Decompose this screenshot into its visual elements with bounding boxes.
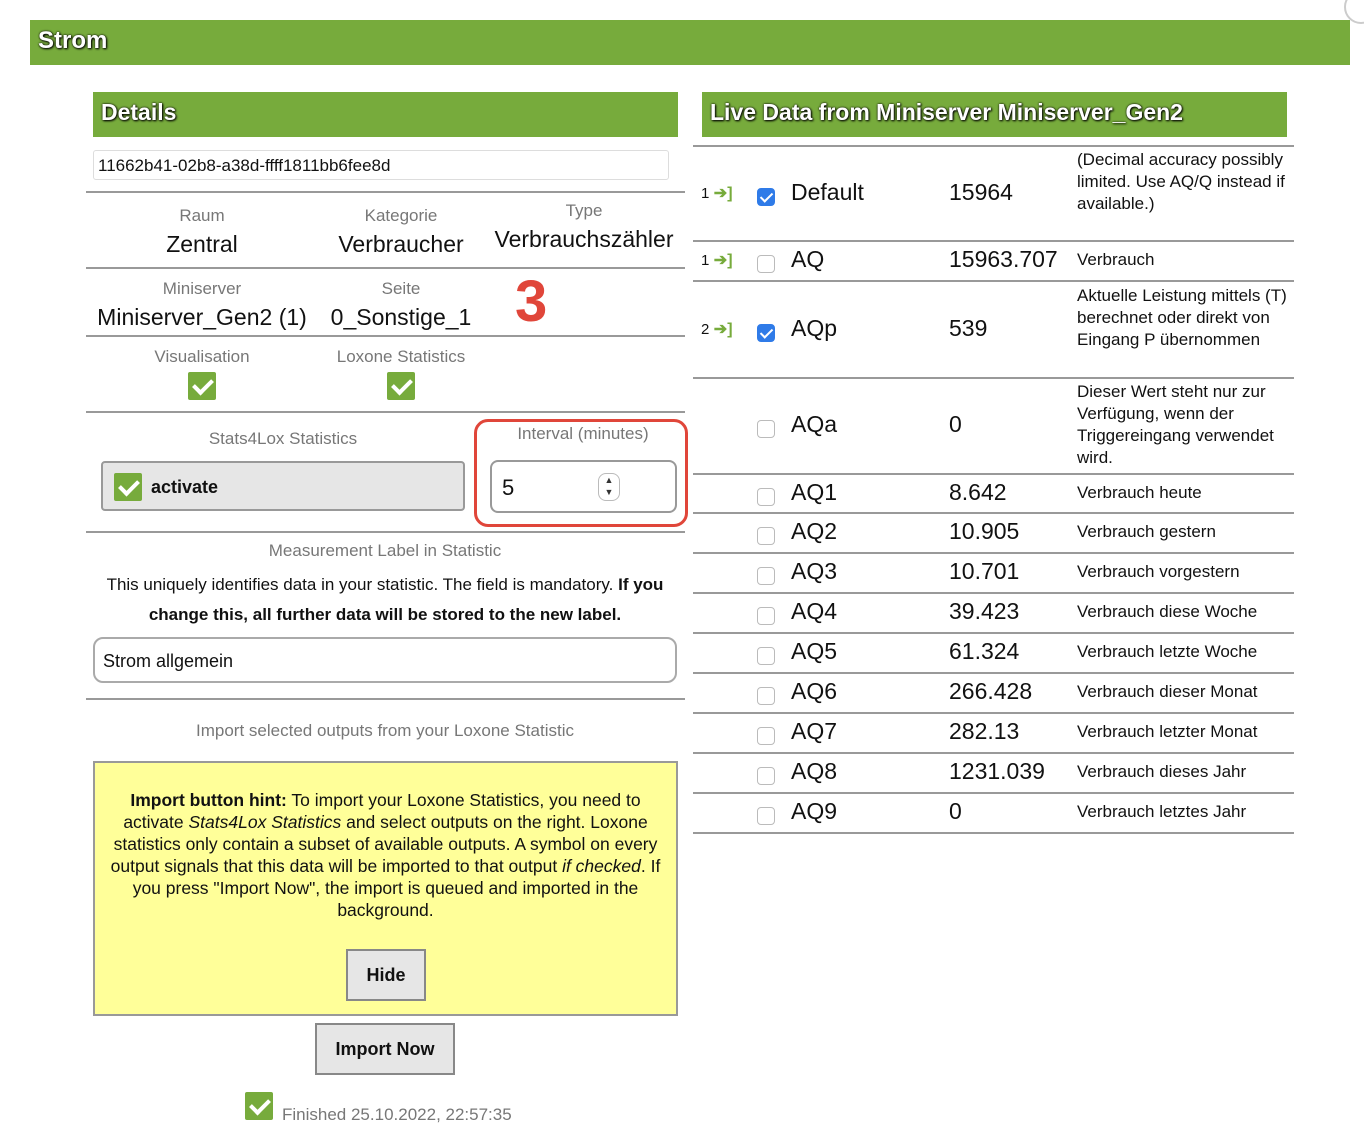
kategorie-label: Kategorie: [364, 206, 438, 225]
details-title: Details: [101, 99, 177, 125]
output-description: Dieser Wert steht nur zur Verfügung, wenn der Triggereingang verwendet wird.: [1077, 382, 1274, 467]
output-name: Default: [791, 178, 864, 205]
activate-check-icon: [114, 473, 142, 501]
output-description: Verbrauch dieser Monat: [1077, 682, 1258, 701]
miniserver-label: Miniserver: [162, 279, 242, 298]
statistic-link-icon: [701, 250, 733, 270]
statistic-link-number: 1: [701, 252, 710, 269]
row-divider: [693, 145, 1294, 147]
visualisation-checkbox[interactable]: [188, 372, 216, 400]
page-header: [30, 20, 1350, 65]
measurement-label-title: Measurement Label in Statistic: [268, 541, 502, 560]
row-divider: [693, 712, 1294, 714]
output-value: 282.13: [949, 718, 1020, 744]
output-value: 61.324: [949, 638, 1020, 664]
output-checkbox[interactable]: [757, 687, 775, 705]
output-description: (Decimal accuracy possibly limited. Use AQ/Q instead if available.): [1077, 149, 1285, 213]
output-name: AQ6: [791, 678, 838, 704]
output-checkbox[interactable]: [757, 647, 775, 665]
statistic-link-number: 2: [701, 320, 710, 338]
output-value: 10.701: [949, 558, 1020, 584]
hint-bold: Import button hint:: [130, 790, 287, 810]
output-name: AQ1: [791, 478, 838, 505]
row-divider: [693, 377, 1294, 379]
output-description: Verbrauch letzter Monat: [1077, 722, 1258, 741]
import-title: Import selected outputs from your Loxone Statistic: [196, 721, 574, 740]
interval-value: 5: [502, 475, 515, 500]
output-description: Aktuelle Leistung mittels (T) berechnet oder direkt von Eingang P übernommen: [1077, 285, 1287, 349]
statistic-link-number: 1: [701, 184, 710, 202]
seite-label: Seite: [381, 279, 421, 298]
activate-label: activate: [151, 477, 219, 497]
uuid-field[interactable]: 11662b41-02b8-a38d-ffff1811bb6fee8d: [93, 150, 669, 180]
divider: [86, 191, 685, 193]
output-description: Verbrauch: [1077, 250, 1155, 269]
output-description: Verbrauch vorgestern: [1077, 562, 1240, 581]
finished-status: Finished 25.10.2022, 22:57:35: [282, 1105, 512, 1124]
interval-label: Interval (minutes): [517, 424, 649, 443]
output-description: Verbrauch letztes Jahr: [1077, 802, 1247, 821]
statistic-link-icon: [701, 319, 733, 339]
import-now-button[interactable]: Import Now: [315, 1023, 455, 1075]
output-name: AQ: [791, 246, 825, 272]
row-divider: [693, 792, 1294, 794]
output-description: Verbrauch dieses Jahr: [1077, 762, 1247, 781]
measurement-desc-text: This uniquely identifies data in your statistic. The field is mandatory.: [106, 575, 614, 594]
details-header: [93, 92, 678, 137]
output-name: AQ4: [791, 598, 838, 624]
seite-value: 0_Sonstige_1: [330, 304, 472, 330]
output-description: Verbrauch gestern: [1077, 522, 1216, 541]
output-name: AQ2: [791, 518, 838, 544]
output-value: 539: [949, 314, 988, 341]
output-value: 10.905: [949, 518, 1020, 544]
divider: [86, 411, 685, 413]
output-checkbox[interactable]: [757, 727, 775, 745]
row-divider: [693, 632, 1294, 634]
output-description: Verbrauch letzte Woche: [1077, 642, 1258, 661]
hint-part2: and select outputs on the right. Loxone statistics only contain a subset of available outputs. A symbol on every output signals that this data will be imported to that output: [110, 812, 658, 876]
import-arrow-icon: ➔]: [709, 184, 733, 202]
output-checkbox[interactable]: [757, 324, 775, 342]
output-name: AQp: [791, 314, 838, 341]
row-divider: [693, 592, 1294, 594]
raum-value: Zentral: [166, 231, 238, 257]
output-checkbox[interactable]: [757, 807, 775, 825]
output-checkbox[interactable]: [757, 607, 775, 625]
output-value: 15963.707: [949, 246, 1058, 272]
output-name: AQa: [791, 411, 838, 437]
row-divider: [693, 552, 1294, 554]
type-label: Type: [565, 201, 603, 220]
output-checkbox[interactable]: [757, 255, 775, 273]
divider: [86, 531, 685, 533]
measurement-label-value: Strom allgemein: [103, 651, 234, 671]
measurement-description: [100, 570, 670, 630]
visualisation-label: Visualisation: [154, 347, 250, 366]
page-title: Strom: [38, 27, 108, 54]
output-description: Verbrauch heute: [1077, 482, 1202, 502]
output-value: 15964: [949, 178, 1013, 205]
divider: [86, 698, 685, 700]
output-name: AQ7: [791, 718, 838, 744]
output-name: AQ8: [791, 758, 838, 784]
import-hint-text: [101, 789, 670, 921]
divider: [86, 335, 685, 337]
interval-input[interactable]: [490, 460, 677, 513]
statistic-link-icon: [701, 183, 733, 203]
activate-toggle[interactable]: [101, 461, 465, 511]
finished-check-icon: [245, 1092, 273, 1120]
output-name: AQ9: [791, 798, 838, 824]
output-name: AQ3: [791, 558, 838, 584]
loxone-statistics-label: Loxone Statistics: [336, 347, 466, 366]
row-divider: [693, 832, 1294, 834]
measurement-warning: If you change this, all further data will be stored to the new label.: [148, 575, 664, 624]
import-hint-box: [93, 761, 678, 1016]
row-divider: [693, 672, 1294, 674]
output-checkbox[interactable]: [757, 188, 775, 206]
output-description: Verbrauch diese Woche: [1077, 602, 1258, 621]
output-checkbox[interactable]: [757, 488, 775, 506]
raum-label: Raum: [179, 206, 225, 225]
output-value: 8.642: [949, 478, 1007, 505]
output-value: 1231.039: [949, 758, 1045, 784]
output-value: 39.423: [949, 598, 1020, 624]
kategorie-value: Verbraucher: [338, 231, 464, 257]
hint-italic2: if checked: [562, 856, 641, 876]
output-value: 0: [949, 798, 962, 824]
miniserver-value: Miniserver_Gen2 (1): [97, 304, 307, 330]
row-divider: [693, 473, 1294, 475]
live-data-header: [702, 92, 1287, 137]
hint-italic1: Stats4Lox Statistics: [188, 812, 342, 832]
output-value: 266.428: [949, 678, 1033, 704]
hint-part1: To import your Loxone Statistics, you need to activate: [123, 790, 641, 832]
row-divider: [693, 752, 1294, 754]
output-checkbox[interactable]: [757, 527, 775, 545]
loxone-statistics-checkbox[interactable]: [387, 372, 415, 400]
step-badge: 3: [515, 269, 548, 334]
import-arrow-icon: ➔]: [709, 252, 733, 269]
output-checkbox[interactable]: [757, 420, 775, 438]
output-name: AQ5: [791, 638, 838, 664]
hide-button[interactable]: Hide: [346, 949, 426, 1001]
divider: [86, 267, 685, 269]
live-data-title: Live Data from Miniserver Miniserver_Gen2: [710, 99, 1183, 125]
row-divider: [693, 280, 1294, 282]
interval-spinner[interactable]: ▲ ▼: [598, 473, 620, 501]
stats4lox-label: Stats4Lox Statistics: [208, 429, 358, 448]
row-divider: [693, 512, 1294, 514]
output-checkbox[interactable]: [757, 567, 775, 585]
type-value: Verbrauchszähler: [494, 226, 674, 252]
measurement-label-input[interactable]: [93, 637, 677, 683]
output-value: 0: [949, 411, 962, 437]
row-divider: [693, 240, 1294, 242]
output-checkbox[interactable]: [757, 767, 775, 785]
hint-part3: . If you press "Import Now", the import is queued and imported in the background.: [132, 856, 661, 920]
import-arrow-icon: ➔]: [709, 320, 733, 338]
